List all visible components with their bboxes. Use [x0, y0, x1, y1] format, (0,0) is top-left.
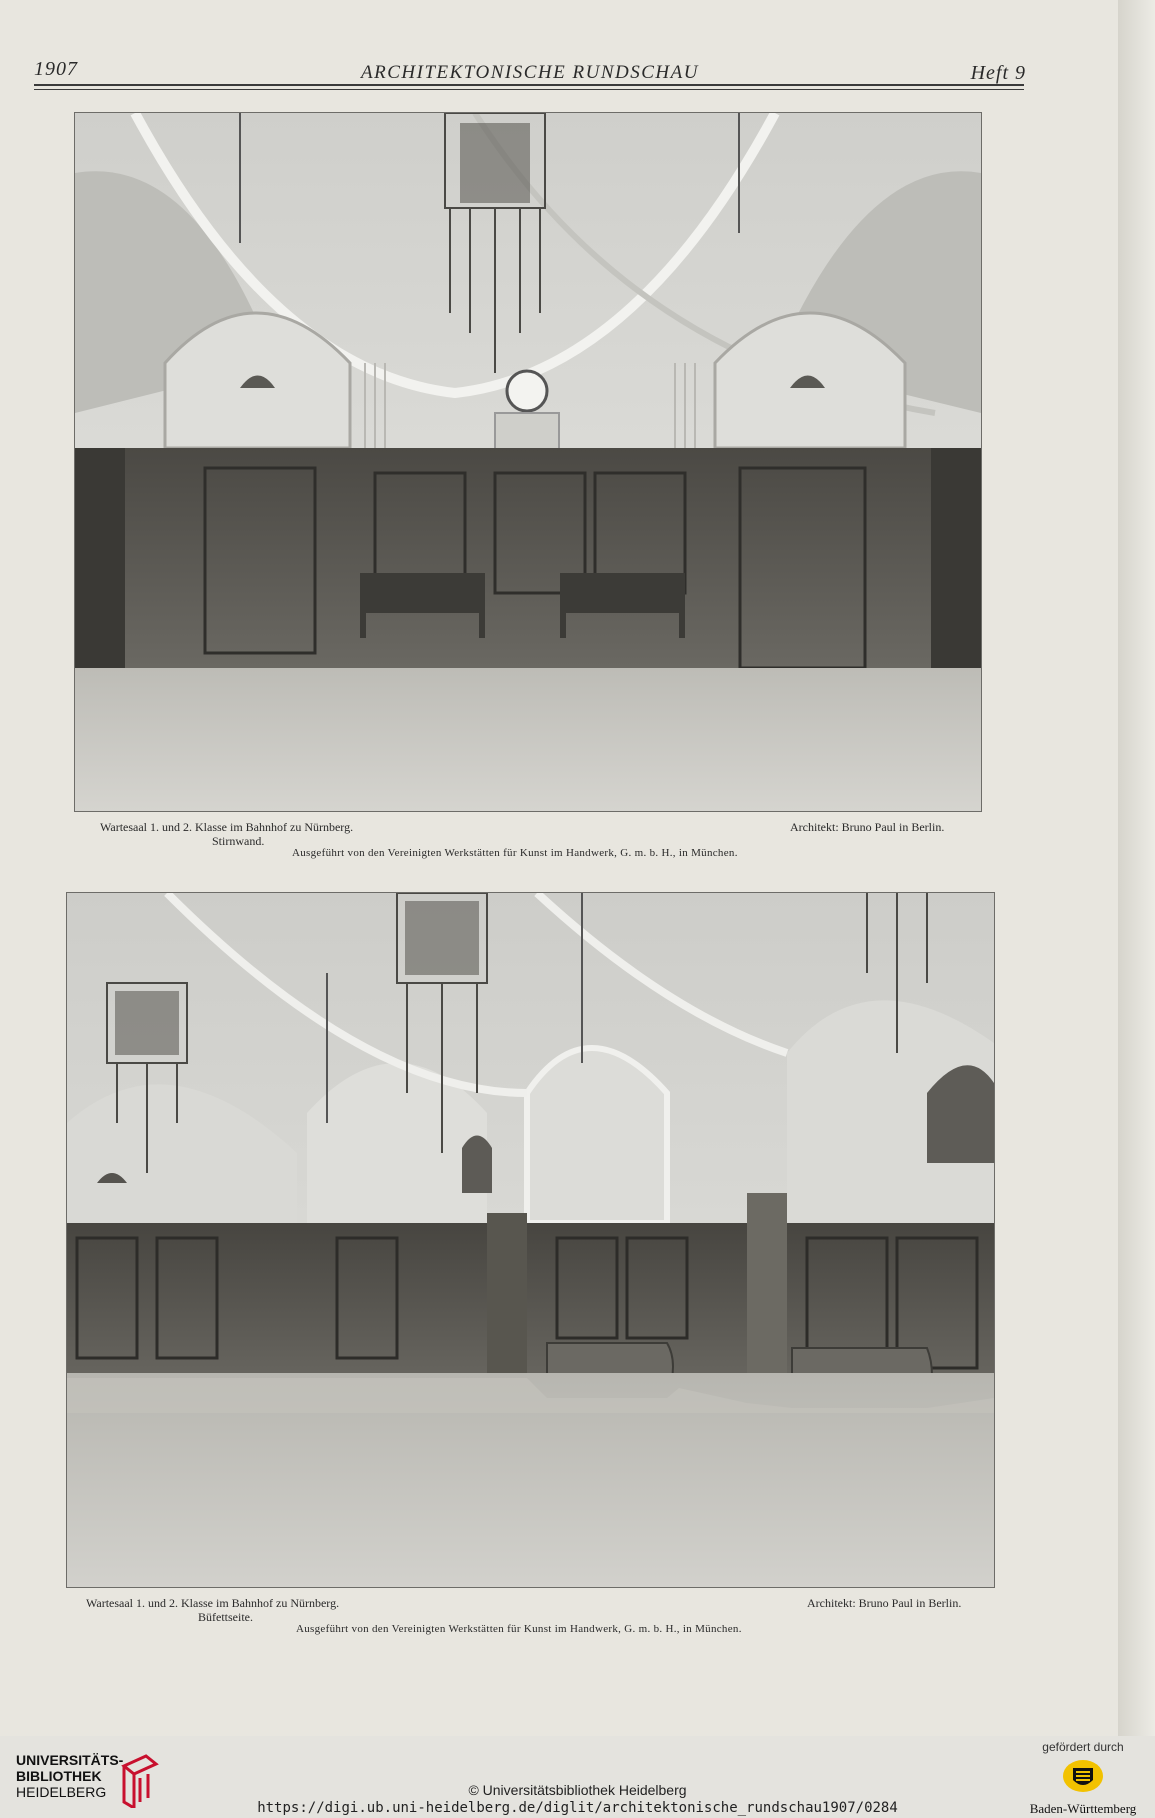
photo-stirnwand: [74, 112, 982, 812]
funder-name: Baden-Württemberg: [1029, 1801, 1137, 1816]
funder-block: [1018, 1740, 1148, 1816]
header-rule-thick: [34, 84, 1024, 86]
copyright-notice: © Universitätsbibliothek Heidelberg: [468, 1782, 687, 1798]
photo-stirnwand-image: [75, 113, 981, 811]
figure1-caption-subtitle: Stirnwand.: [212, 834, 265, 848]
figure2-caption-title: Wartesaal 1. und 2. Klasse im Bahnhof zu Nürnberg.: [86, 1596, 340, 1610]
library-name-line2: BIBLIOTHEK: [16, 1768, 102, 1784]
coat-of-arms-icon: [1061, 1758, 1105, 1794]
figure2-caption-credit: Ausgeführt von den Vereinigten Werkstätten für Kunst im Handwerk, G. m. b. H., in München.: [296, 1623, 742, 1635]
library-name-line1: UNIVERSITÄTS-: [16, 1752, 124, 1768]
photo-buefettseite-image: [67, 893, 994, 1587]
header-rule-thin: [34, 89, 1024, 90]
figure2-caption-architect: Architekt: Bruno Paul in Berlin.: [807, 1596, 962, 1610]
header-issue: Heft 9: [970, 62, 1026, 84]
library-name-line3: HEIDELBERG: [16, 1784, 107, 1800]
header-journal-title: ARCHITEKTONISCHE RUNDSCHAU: [361, 62, 699, 83]
funded-by-label: gefördert durch: [1042, 1740, 1124, 1754]
digitization-footer: [0, 1736, 1155, 1818]
figure2-caption-subtitle: Büfettseite.: [198, 1610, 253, 1624]
source-url-link[interactable]: https://digi.ub.uni-heidelberg.de/diglit/architektonische_rundschau1907/0284: [257, 1800, 898, 1816]
page-edge-shadow: [1118, 0, 1155, 1736]
figure1-caption-title: Wartesaal 1. und 2. Klasse im Bahnhof zu Nürnberg.: [100, 820, 354, 834]
photo-buefettseite: [66, 892, 995, 1588]
figure1-caption-credit: Ausgeführt von den Vereinigten Werkstätten für Kunst im Handwerk, G. m. b. H., in München.: [292, 847, 738, 859]
figure1-caption-architect: Architekt: Bruno Paul in Berlin.: [790, 820, 945, 834]
header-year: 1907: [34, 58, 78, 80]
